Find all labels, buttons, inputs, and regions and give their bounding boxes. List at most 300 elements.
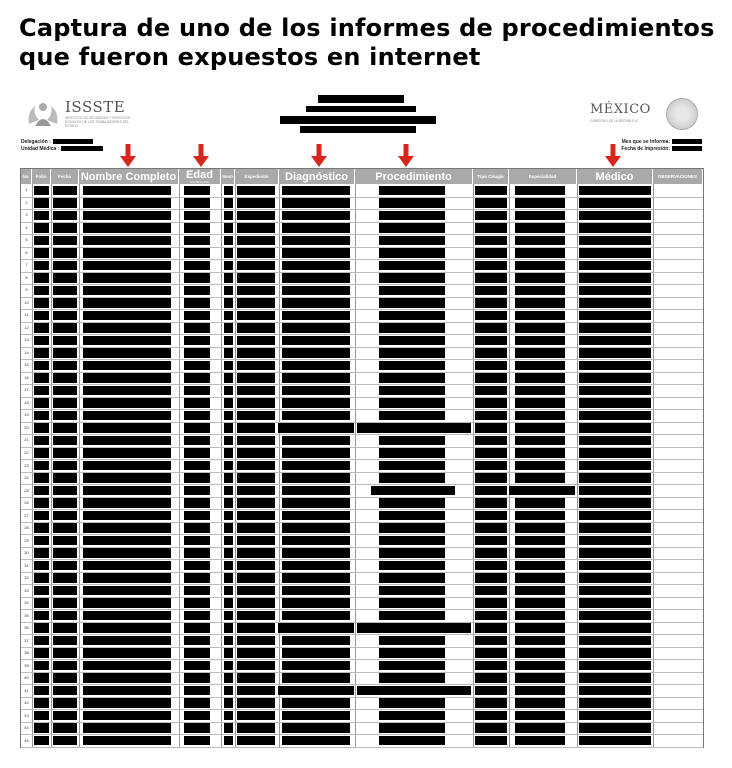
redacted-cell (379, 298, 445, 308)
redacted-cell (184, 586, 210, 596)
redacted-delegacion (53, 139, 93, 144)
redacted-cell (282, 511, 350, 521)
row-number: 11 (24, 312, 29, 318)
redacted-cell (237, 636, 275, 646)
redacted-cell (515, 498, 565, 508)
redacted-cell (579, 298, 651, 308)
redacted-cell (237, 211, 275, 221)
redacted-cell (184, 648, 210, 658)
redacted-cell (237, 423, 275, 433)
redacted-cell (579, 636, 651, 646)
redacted-cell (579, 711, 651, 721)
redacted-cell (53, 448, 77, 458)
redacted-cell (53, 586, 77, 596)
redacted-cell (515, 536, 565, 546)
redacted-cell (34, 436, 49, 446)
redacted-cell (83, 686, 171, 696)
redacted-cell (184, 473, 210, 483)
col-header-procedimiento: Procedimiento (355, 169, 473, 184)
redacted-cell (83, 236, 171, 246)
fecha-impresion-line (621, 146, 702, 152)
redacted-cell (282, 386, 350, 396)
redacted-cell (53, 361, 77, 371)
redacted-cell (184, 598, 210, 608)
redacted-cell (83, 736, 171, 746)
redacted-cell (224, 386, 233, 396)
redacted-cell (237, 498, 275, 508)
row-number: 3 (25, 212, 28, 218)
redacted-cell (34, 598, 49, 608)
redacted-cell (379, 511, 445, 521)
mexico-subtitle: GOBIERNO DE LA REPÚBLICA (590, 119, 638, 123)
fecha-impresion-label: Fecha de Impresión: (621, 146, 670, 152)
redacted-cell (579, 548, 651, 558)
table-row-divider (21, 747, 703, 748)
redacted-cell (579, 486, 651, 496)
redacted-cell (237, 223, 275, 233)
redacted-cell (224, 611, 233, 621)
redacted-cell (83, 311, 171, 321)
redacted-cell (379, 336, 445, 346)
redacted-cell (379, 198, 445, 208)
row-number: 4 (25, 224, 28, 230)
redacted-cell (83, 423, 171, 433)
redacted-cell (224, 686, 233, 696)
redacted-cell (282, 573, 350, 583)
redacted-cell (237, 348, 275, 358)
redacted-cell (282, 561, 350, 571)
redacted-cell (237, 248, 275, 258)
column-divider (221, 184, 222, 747)
national-seal-icon (666, 98, 698, 130)
redacted-cell (34, 511, 49, 521)
redacted-cell (475, 261, 507, 271)
redacted-cell (515, 211, 565, 221)
redacted-cell (282, 548, 350, 558)
redacted-cell (34, 611, 49, 621)
redacted-cell (237, 186, 275, 196)
redacted-cell (34, 336, 49, 346)
redacted-cell (184, 186, 210, 196)
row-number: 2 (25, 199, 28, 205)
redacted-cell (579, 461, 651, 471)
redacted-cell (379, 711, 445, 721)
redacted-cell (579, 186, 651, 196)
redacted-cell (224, 661, 233, 671)
redacted-cell (184, 361, 210, 371)
redacted-cell (282, 198, 350, 208)
redacted-cell (579, 648, 651, 658)
redacted-cell (53, 286, 77, 296)
redacted-cell (224, 736, 233, 746)
redacted-cell (53, 423, 77, 433)
col-header-obs: OBSERVACIONES (653, 169, 703, 184)
redacted-cell (282, 611, 350, 621)
redacted-cell (282, 348, 350, 358)
redacted-cell (475, 486, 507, 496)
redacted-cell (515, 461, 565, 471)
redacted-cell (379, 373, 445, 383)
row-number: 1 (25, 187, 28, 193)
redacted-cell (379, 386, 445, 396)
redacted-cell (224, 411, 233, 421)
column-divider (509, 184, 510, 747)
redacted-cell (53, 611, 77, 621)
redacted-cell (379, 223, 445, 233)
redacted-cell (34, 273, 49, 283)
redacted-cell (282, 486, 350, 496)
redacted-cell (237, 261, 275, 271)
redacted-cell (282, 186, 350, 196)
redacted-cell (515, 261, 565, 271)
redacted-cell (579, 723, 651, 733)
column-divider (577, 184, 578, 747)
redacted-cell (83, 211, 171, 221)
redacted-cell (357, 686, 471, 696)
redacted-cell (475, 411, 507, 421)
redacted-cell (34, 386, 49, 396)
redacted-cell (184, 273, 210, 283)
redacted-cell (83, 711, 171, 721)
redacted-cell (237, 661, 275, 671)
redacted-cell (34, 723, 49, 733)
redacted-cell (53, 498, 77, 508)
arrow-nombre-icon (120, 144, 136, 168)
redacted-cell (83, 323, 171, 333)
redacted-cell (475, 523, 507, 533)
redacted-cell (475, 686, 507, 696)
redacted-cell (83, 698, 171, 708)
redacted-cell (515, 511, 565, 521)
redacted-cell (282, 536, 350, 546)
redacted-cell (224, 323, 233, 333)
redacted-cell (237, 623, 275, 633)
redacted-cell (83, 611, 171, 621)
redacted-cell (34, 186, 49, 196)
row-number: 26 (24, 500, 29, 506)
redacted-cell (83, 411, 171, 421)
redacted-cell (224, 723, 233, 733)
redacted-cell (515, 548, 565, 558)
column-divider (51, 184, 52, 747)
column-divider (235, 184, 236, 747)
row-number: 33 (24, 587, 29, 593)
redacted-mes (672, 139, 702, 144)
redacted-cell (282, 323, 350, 333)
redacted-cell (184, 373, 210, 383)
redacted-cell (224, 523, 233, 533)
redacted-cell (579, 561, 651, 571)
redacted-cell (579, 511, 651, 521)
redacted-cell (224, 361, 233, 371)
redacted-cell (83, 273, 171, 283)
redacted-cell (53, 623, 77, 633)
redacted-cell (237, 598, 275, 608)
row-number: 12 (24, 324, 29, 330)
redacted-cell (34, 348, 49, 358)
redacted-cell (579, 248, 651, 258)
row-number: 5 (25, 237, 28, 243)
redacted-cell (579, 673, 651, 683)
redacted-cell (34, 523, 49, 533)
redacted-cell (224, 223, 233, 233)
redacted-cell (83, 636, 171, 646)
redacted-cell (34, 236, 49, 246)
col-header-edad: Edad Años Meses Días (179, 169, 221, 184)
redacted-cell (83, 648, 171, 658)
redacted-cell (579, 261, 651, 271)
redacted-cell (379, 473, 445, 483)
redacted-cell (515, 286, 565, 296)
redacted-cell (579, 336, 651, 346)
redacted-cell (237, 323, 275, 333)
redacted-cell (184, 311, 210, 321)
redacted-cell (184, 323, 210, 333)
redacted-cell (184, 261, 210, 271)
redacted-cell (379, 211, 445, 221)
redacted-cell (475, 586, 507, 596)
redacted-cell (475, 298, 507, 308)
issste-emblem-icon (25, 98, 61, 128)
redacted-cell (83, 523, 171, 533)
redacted-cell (237, 611, 275, 621)
redacted-cell (579, 498, 651, 508)
redacted-cell (515, 236, 565, 246)
column-divider (179, 184, 180, 747)
redacted-cell (184, 561, 210, 571)
redacted-cell (184, 198, 210, 208)
redacted-cell (515, 423, 565, 433)
redacted-cell (34, 573, 49, 583)
redacted-cell (475, 211, 507, 221)
redacted-cell (184, 698, 210, 708)
redacted-cell (184, 348, 210, 358)
redacted-cell (184, 223, 210, 233)
redacted-cell (579, 698, 651, 708)
redacted-cell (379, 461, 445, 471)
redacted-cell (282, 398, 350, 408)
redacted-cell (83, 223, 171, 233)
redacted-cell (379, 573, 445, 583)
row-number: 35 (24, 612, 29, 618)
redacted-cell (34, 373, 49, 383)
redacted-cell (224, 273, 233, 283)
row-number: 34 (24, 600, 29, 606)
redacted-cell (237, 373, 275, 383)
redacted-cell (34, 636, 49, 646)
column-divider (279, 184, 280, 747)
redacted-cell (475, 498, 507, 508)
redacted-cell (475, 448, 507, 458)
redacted-cell (53, 698, 77, 708)
redacted-cell (579, 523, 651, 533)
issste-subtitle: INSTITUTO DE SEGURIDAD Y SERVICIOS SOCIALES DE LOS TRABAJADORES DEL ESTADO (65, 116, 131, 128)
row-number: 9 (25, 287, 28, 293)
redacted-cell (184, 411, 210, 421)
redacted-cell (184, 486, 210, 496)
redacted-cell (184, 511, 210, 521)
redacted-cell (34, 286, 49, 296)
mexico-name: MÉXICO (590, 102, 651, 117)
redacted-cell (53, 673, 77, 683)
redacted-cell (237, 236, 275, 246)
redacted-cell (224, 398, 233, 408)
redacted-cell (83, 723, 171, 733)
redacted-cell (475, 373, 507, 383)
redacted-cell (224, 536, 233, 546)
redacted-cell (184, 298, 210, 308)
redacted-cell (579, 448, 651, 458)
redacted-cell (184, 461, 210, 471)
row-number: 29 (24, 537, 29, 543)
arrow-edad-icon (193, 144, 209, 168)
redacted-cell (515, 198, 565, 208)
redacted-cell (515, 436, 565, 446)
redacted-cell (224, 461, 233, 471)
redacted-cell (579, 573, 651, 583)
redacted-cell (282, 311, 350, 321)
redacted-cell (579, 373, 651, 383)
redacted-cell (53, 461, 77, 471)
redacted-cell (184, 498, 210, 508)
redacted-cell (53, 298, 77, 308)
redacted-cell (224, 698, 233, 708)
redacted-cell (379, 398, 445, 408)
redacted-cell (282, 586, 350, 596)
redacted-cell (579, 736, 651, 746)
redacted-cell (184, 336, 210, 346)
row-number: 32 (24, 575, 29, 581)
redacted-cell (224, 573, 233, 583)
redacted-cell (237, 273, 275, 283)
redacted-cell (579, 686, 651, 696)
redacted-cell (237, 398, 275, 408)
redacted-cell (237, 361, 275, 371)
procedures-table (20, 168, 704, 748)
redacted-cell (83, 573, 171, 583)
redacted-cell (53, 648, 77, 658)
redacted-cell (475, 186, 507, 196)
redacted-cell (237, 561, 275, 571)
edad-subheader: Años Meses Días (189, 181, 210, 184)
redacted-cell (53, 273, 77, 283)
row-number: 43 (24, 712, 29, 718)
redacted-cell (83, 536, 171, 546)
redacted-cell (379, 186, 445, 196)
redacted-cell (237, 336, 275, 346)
redacted-cell (83, 673, 171, 683)
redacted-cell (224, 623, 233, 633)
redacted-cell (53, 736, 77, 746)
redacted-cell (282, 361, 350, 371)
redacted-cell (83, 336, 171, 346)
column-divider (79, 184, 80, 747)
redacted-cell (515, 711, 565, 721)
redacted-cell (237, 386, 275, 396)
row-number: 7 (25, 262, 28, 268)
redacted-cell (224, 473, 233, 483)
redacted-cell (282, 298, 350, 308)
redacted-cell (184, 736, 210, 746)
redacted-cell (53, 236, 77, 246)
redacted-cell (282, 436, 350, 446)
redacted-cell (579, 386, 651, 396)
row-number: 18 (24, 399, 29, 405)
redacted-cell (184, 236, 210, 246)
redacted-cell (278, 623, 354, 633)
redacted-cell (282, 698, 350, 708)
redacted-cell (34, 548, 49, 558)
redacted-cell (237, 723, 275, 733)
redacted-cell (53, 561, 77, 571)
redacted-cell (282, 711, 350, 721)
redacted-cell (579, 398, 651, 408)
row-number: 28 (24, 525, 29, 531)
row-number: 37 (24, 637, 29, 643)
row-number: 41 (24, 687, 29, 693)
row-number: 44 (24, 725, 29, 731)
redacted-cell (237, 411, 275, 421)
column-divider (473, 184, 474, 747)
redacted-cell (579, 661, 651, 671)
col-header-tipo: Tipo Cirugía (473, 169, 509, 184)
row-number: 24 (24, 475, 29, 480)
redacted-cell (515, 448, 565, 458)
redacted-cell (34, 648, 49, 658)
redacted-cell (237, 736, 275, 746)
redacted-cell (475, 361, 507, 371)
redacted-cell (83, 486, 171, 496)
redacted-cell (579, 286, 651, 296)
redacted-cell (379, 586, 445, 596)
redacted-cell (53, 211, 77, 221)
redacted-cell (515, 298, 565, 308)
redacted-cell (282, 373, 350, 383)
redacted-cell (237, 686, 275, 696)
redacted-cell (53, 186, 77, 196)
redacted-cell (515, 698, 565, 708)
redacted-cell (515, 648, 565, 658)
row-number: 23 (24, 462, 29, 468)
column-divider (653, 184, 654, 747)
redacted-cell (379, 648, 445, 658)
redacted-cell (224, 636, 233, 646)
redacted-title-2 (306, 106, 416, 112)
redacted-cell (475, 336, 507, 346)
redacted-cell (475, 636, 507, 646)
redacted-cell (224, 511, 233, 521)
redacted-cell (184, 661, 210, 671)
redacted-cell (83, 261, 171, 271)
redacted-cell (34, 298, 49, 308)
redacted-cell (34, 361, 49, 371)
redacted-cell (237, 673, 275, 683)
redacted-cell (83, 561, 171, 571)
redacted-cell (579, 611, 651, 621)
redacted-cell (282, 236, 350, 246)
redacted-cell (53, 248, 77, 258)
redacted-cell (224, 298, 233, 308)
redacted-cell (224, 711, 233, 721)
col-header-folio: Folio (32, 169, 51, 184)
redacted-cell (53, 198, 77, 208)
redacted-cell (475, 648, 507, 658)
redacted-cell (379, 448, 445, 458)
redacted-cell (379, 411, 445, 421)
redacted-cell (579, 473, 651, 483)
redacted-cell (379, 323, 445, 333)
redacted-cell (475, 511, 507, 521)
